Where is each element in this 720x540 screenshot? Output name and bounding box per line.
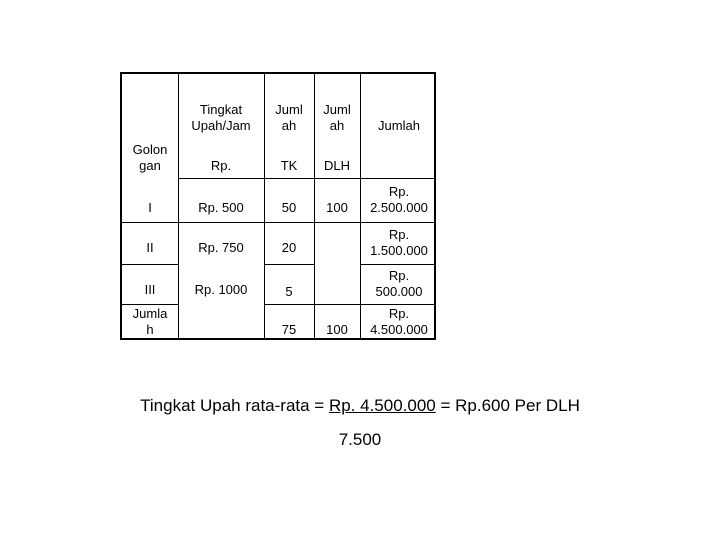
header-jumlah-tk: Juml ah bbox=[275, 102, 303, 133]
table-cell-upah: Rp. 750 bbox=[198, 240, 244, 255]
header-jumlah-dlh: Juml ah bbox=[323, 102, 351, 133]
header-jumlah: Jumlah bbox=[378, 118, 420, 133]
table-cell-golongan: III bbox=[144, 282, 156, 297]
header-golongan: Golon gan bbox=[132, 142, 168, 173]
table-cell-tk: 5 bbox=[285, 284, 293, 299]
subheader-dlh: DLH bbox=[323, 158, 350, 173]
table-cell-tk: 50 bbox=[281, 200, 297, 215]
total-tk: 75 bbox=[281, 322, 297, 337]
table-cell-jumlah: Rp. 500.000 bbox=[375, 268, 423, 299]
table-cell-upah: Rp. 500 bbox=[198, 200, 244, 215]
subheader-rp: Rp. bbox=[210, 158, 232, 173]
table-cell-tk: 20 bbox=[281, 240, 297, 255]
formula-prefix: Tingkat Upah rata-rata = bbox=[140, 396, 329, 415]
header-upah-jam: Tingkat Upah/Jam bbox=[191, 102, 251, 133]
total-label: Jumla h bbox=[132, 306, 168, 337]
total-upah bbox=[178, 310, 264, 350]
total-dlh: 100 bbox=[326, 322, 348, 337]
formula-numerator: Rp. 4.500.000 bbox=[328, 396, 436, 415]
table-cell-golongan: II bbox=[146, 240, 154, 255]
table-cell-dlh bbox=[314, 270, 360, 310]
wage-table bbox=[120, 72, 436, 340]
table-cell-jumlah: Rp. 1.500.000 bbox=[370, 227, 428, 258]
table-cell-dlh bbox=[314, 228, 360, 268]
table-cell-dlh: 100 bbox=[326, 200, 348, 215]
total-jumlah: Rp. 4.500.000 bbox=[370, 306, 428, 337]
formula-line bbox=[0, 396, 720, 416]
table-cell-golongan: I bbox=[148, 200, 152, 215]
subheader-tk: TK bbox=[280, 158, 298, 173]
formula-denominator: 7.500 bbox=[338, 430, 382, 449]
table-cell-upah: Rp. 1000 bbox=[194, 282, 248, 297]
formula-suffix: = Rp.600 Per DLH bbox=[435, 396, 580, 415]
table-cell-jumlah: Rp. 2.500.000 bbox=[370, 184, 428, 215]
